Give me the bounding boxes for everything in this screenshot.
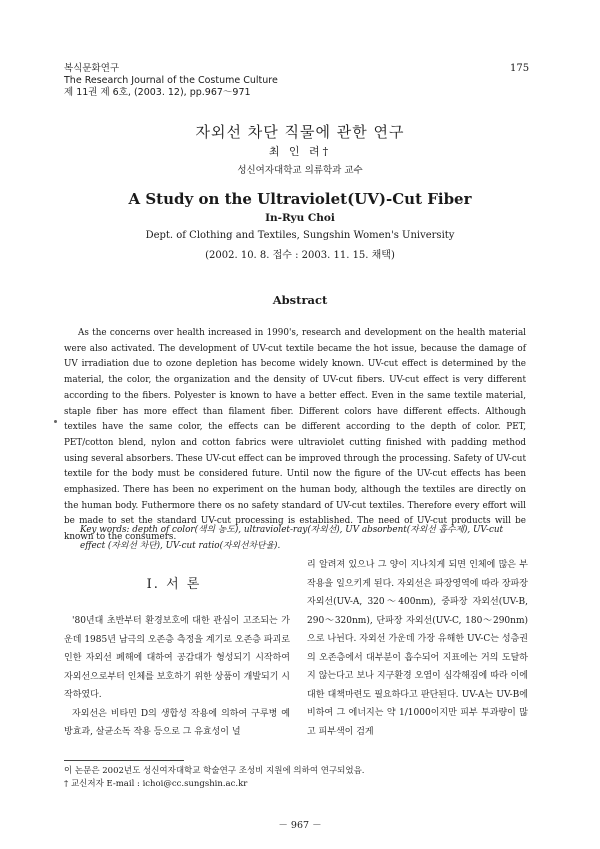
footnotes [64, 765, 365, 791]
title-english: A Study on the Ultraviolet(UV)-Cut Fiber [128, 190, 472, 208]
page-number-bottom: － 967 － [278, 820, 322, 831]
intro-paragraph-2: 자외선은 비타민 D의 생합성 작용에 의하여 구루병 예방효과, 살균소독 작용 등으로 그 유효성이 널 [64, 708, 290, 737]
author-korean: 최 인 려† [268, 145, 332, 158]
journal-name-english: The Research Journal of the Costume Culture [64, 75, 278, 86]
intro-paragraph-1: '80년대 초반부터 환경보호에 대한 관심이 고조되는 가운데 1985년 남극의 오존층 측정을 계기로 오존층 파괴로 인한 자외선 폐해에 대하여 공감대가 형성되기 시작하여 자외선으로부터 인체를 보호하기 위한 상품이 개발되기 시작하였다. [64, 616, 290, 700]
footnote-funding: 이 논문은 2002년도 성신여자대학교 학술연구 조성비 지원에 의하여 연구되었음. [64, 766, 365, 776]
author-english: In-Ryu Choi [265, 212, 335, 224]
abstract-heading: Abstract [272, 293, 328, 307]
section-heading-introduction: Ⅰ. 서 론 [146, 577, 202, 592]
intro-paragraph-3: 리 알려져 있으나 그 양이 지나치게 되면 인체에 많은 부작용을 일으키게 된다. 자외선은 파장영역에 따라 장파장 자외선(UV-A, 320～400nm), 중파장 자외선(UV-B, 290～320nm), 단파장 자외선(UV-C, 180～290nm)으로 나뉜다. 자외선 가운데 가장 유해한 UV-C는 성층권의 오존층에서 대부분이 흡수되어 지표에는 거의 도달하지 않는다고 보나 지구환경 오염이 심각해짐에 따라 이에 대한 대책마련도 필요하다고 판단된다. UV-A는 UV-B에 비하여 그 에너지는 약 1/1000이지만 피부 투과량이 많고 피부색이 검게 [307, 560, 528, 737]
abstract-body [64, 326, 526, 546]
received-accepted-dates: (2002. 10. 8. 접수 : 2003. 11. 15. 채택) [205, 250, 395, 261]
title-korean: 자외선 차단 직물에 관한 연구 [195, 123, 405, 141]
left-column [64, 612, 290, 742]
scan-speck [54, 420, 57, 423]
footnote-divider [64, 760, 184, 761]
affiliation-korean: 성신여자대학교 의류학과 교수 [237, 165, 363, 176]
keywords: Key words: depth of color(색의 농도), ultraviolet-ray(자외선), UV absorbent(자외선 흡수제), UV-cut effect (자외선 차단), UV-cut ratio(자외선차단율). [80, 525, 504, 551]
abstract-paragraph: As the concerns over health increased in 1990's, research and development on the health material were also activated. The development of UV-cut textile became the hot issue, because the damage of UV irradiation due to ozone depletion has become widely known. UV-cut effect is determined by the material, the color, the organization and the density of UV-cut fibers. UV-cut effect is very different according to the fibers. Polyester is known to have a better effect. Even in the same textile material, staple fiber has more effect than filament fiber. Different colors have different effects. Although textiles have the same color, the effects can be different according to the depth of color. PET, PET/cotton blend, nylon and cotton fabrics were ultraviolet cutting finished with padding method using several absorbers. These UV-cut effect can be improved through the processing. Safety of UV-cut textile for the body must be considered future. Until now the figure of the UV-cut effects has been emphasized. There has been no experiment on the human body, although the textiles are directly on the human body. Futhermore there os no safety standard of UV-cut textiles. Therefore every effort will be made to set the standard UV-cut processing is established. The need of UV-cut products will be known to the consumers. [64, 328, 526, 543]
affiliation-english: Dept. of Clothing and Textiles, Sungshin Women's University [145, 230, 455, 241]
journal-issue: 제 11권 제 6호, (2003. 12), pp.967～971 [64, 87, 251, 98]
right-column [307, 556, 528, 741]
journal-header [64, 63, 278, 99]
footnote-corresponding-author: † 교신저자 E-mail : ichoi@cc.sungshin.ac.kr [64, 779, 248, 789]
journal-name-korean: 복식문화연구 [64, 63, 120, 74]
page-number-top: 175 [510, 63, 530, 74]
